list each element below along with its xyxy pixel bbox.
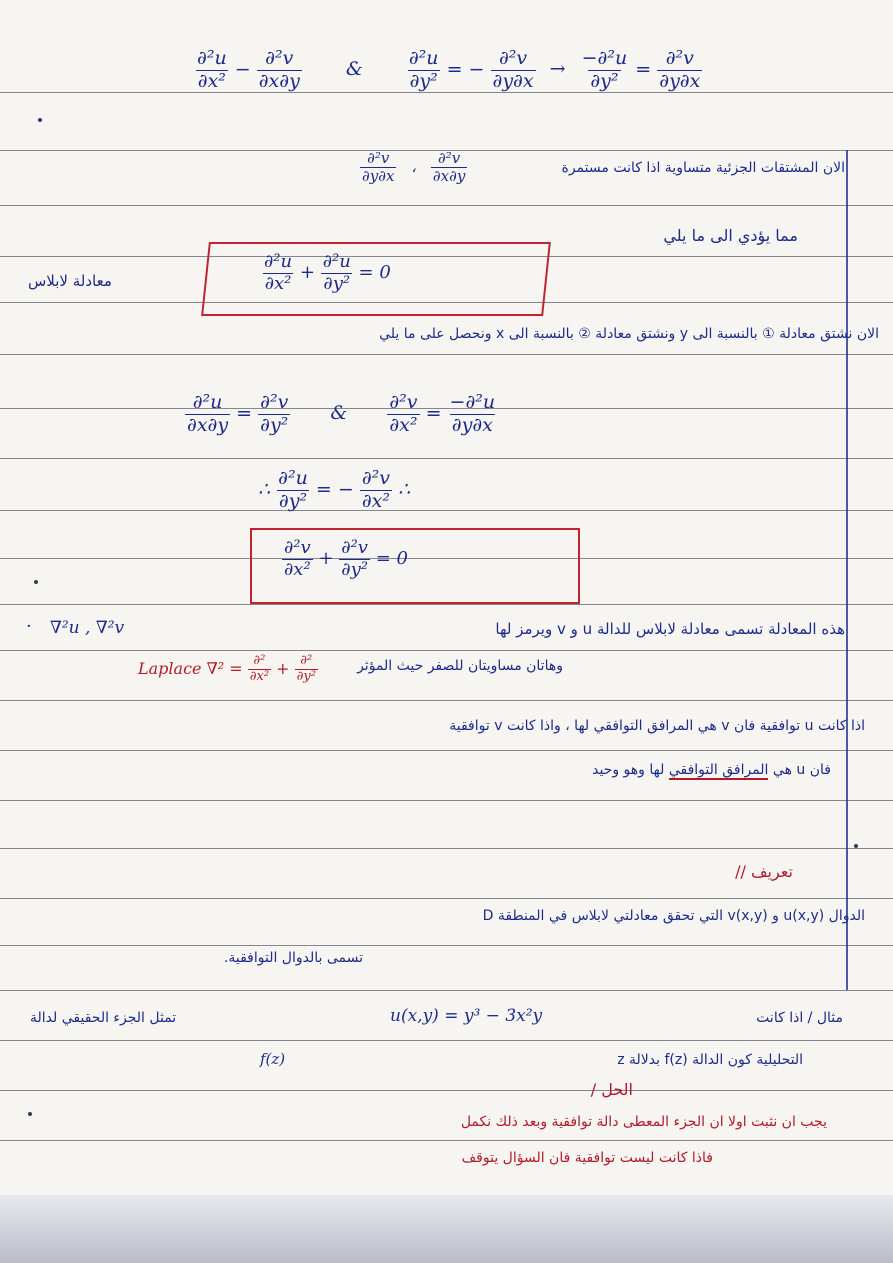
operator: = [236,402,253,425]
numerator: ∂²u [197,47,227,69]
ruled-line [0,990,893,991]
nabla-symbols: ∇²u , ∇²v [50,618,125,638]
text-part: لها وهو وحيد [592,762,665,778]
laplace-label: معادلة لابلاس [28,272,112,290]
numerator: ∂² [300,653,313,668]
denominator: ∂y² [590,69,619,92]
numerator: ∂²v [341,537,368,558]
equation-line-8 [282,538,408,580]
denominator: ∂x∂y [258,69,300,92]
equals-zero: = 0 [375,548,408,570]
text-line-14: الدوال u(x,y) و v(x,y) التي تحقق معادلتي لابلاس في المنطقة D [482,908,865,924]
example-expression: u(x,y) = y³ − 3x²y [390,1006,543,1026]
denominator: ∂y² [323,272,351,294]
operator: + [276,658,290,678]
denominator: ∂x∂y [432,167,466,186]
solution-heading: الحل / [590,1080,633,1099]
numerator: ∂²v [265,47,294,69]
text-line-11: اذا كانت u توافقية فان v هي المرافق التوافقي لها ، واذا كانت v توافقية [449,718,865,734]
numerator: ∂²v [389,391,418,413]
ruled-line [0,1090,893,1091]
dot-mark [34,580,38,584]
denominator: ∂y∂x [659,69,701,92]
denominator: ∂x² [197,69,226,92]
text-line-5: الان نشتق معادلة ① بالنسبة الى y ونشتق معادلة ② بالنسبة الى x ونحصل على ما يلي [379,326,879,342]
text-line-19: يجب ان نثبت اولا ان الجزء المعطى دالة توافقية وبعد ذلك نكمل [460,1114,827,1130]
text-line-16-b: تمثل الجزء الحقيقي لدالة [30,1010,177,1026]
arrow: → [549,58,566,81]
equation-line-7 [258,468,410,513]
bullet: · [26,616,32,637]
equation-line-2 [360,150,467,186]
numerator: ∂²v [284,537,311,558]
ruled-line [0,205,893,206]
dot-mark [854,844,858,848]
ampersand: & [330,402,348,425]
denominator: ∂y² [341,558,368,580]
text-line-2: الان المشتقات الجزئية متساوية اذا كانت مستمرة [561,160,845,176]
text-part: فان u هي [772,762,831,778]
denominator: ∂y² [409,69,438,92]
numerator: ∂²v [260,391,289,413]
page-shadow [0,1195,893,1263]
definition-heading: تعريف // [735,862,793,881]
laplace-operator [138,654,318,685]
operator: − [234,58,251,81]
nabla-operator: ∇² = [206,658,243,678]
text-line-9: هذه المعادلة تسمى معادلة لابلاس للدالة u و v ويرمز لها [495,620,845,638]
numerator: ∂²v [498,47,528,69]
equation-line-4 [262,252,391,294]
therefore-symbol: ∴ [398,478,411,501]
operator: = − [446,58,485,81]
ruled-line [0,354,893,355]
operator: = − [315,478,354,501]
text-line-16-a: مثال / اذا كانت [756,1010,843,1026]
numerator: ∂²u [264,251,293,272]
ruled-line [0,700,893,701]
denominator: ∂y∂x [492,69,534,92]
ruled-line [0,1040,893,1041]
text-line-20: فاذا كانت ليست توافقية فان السؤال يتوقف [461,1150,713,1166]
denominator: ∂y² [296,668,316,684]
operator: = [635,58,652,81]
denominator: ∂y∂x [362,167,395,186]
denominator: ∂x² [264,272,292,294]
numerator: ∂²u [322,251,351,272]
therefore-symbol: ∴ [258,478,271,501]
numerator: ∂²v [665,47,694,69]
numerator: −∂²u [449,391,496,413]
numerator: ∂²v [437,149,461,167]
denominator: ∂x² [249,668,270,684]
dot-mark [38,118,42,122]
underlined-phrase: المرافق التوافقي [668,762,769,778]
ruled-line [0,750,893,751]
denominator: ∂x² [389,413,418,436]
text-line-17: التحليلية كون الدالة f(z) بدلالة z [617,1052,803,1068]
numerator: ∂²v [367,149,390,167]
denominator: ∂x² [284,558,311,580]
ruled-line [0,604,893,605]
ruled-line [0,848,893,849]
text-line-12 [592,762,831,778]
numerator: ∂²u [408,47,439,69]
ruled-line [0,510,893,511]
ruled-line [0,650,893,651]
denominator: ∂y∂x [451,413,493,436]
denominator: ∂y² [260,413,289,436]
operator: + [299,262,315,284]
numerator: ∂²v [361,467,390,489]
text-line-3: مما يؤدي الى ما يلي [663,226,798,245]
comma: ، [411,157,417,176]
numerator: −∂²u [581,47,628,69]
laplace-word: Laplace [138,658,202,678]
denominator: ∂x∂y [187,413,229,436]
ruled-line [0,800,893,801]
operator: + [318,548,334,570]
ruled-line [0,898,893,899]
margin-line [846,150,848,990]
ruled-line [0,458,893,459]
ruled-line [0,945,893,946]
ampersand: & [345,58,363,81]
equation-line-1 [195,48,702,93]
operator: = [425,402,442,425]
ruled-line [0,1140,893,1141]
numerator: ∂²u [278,467,308,489]
denominator: ∂x² [361,489,390,512]
numerator: ∂² [253,653,266,668]
text-line-15: تسمى بالدوال التوافقية. [223,950,363,966]
dot-mark [28,1112,32,1116]
equation-line-6 [185,392,497,437]
fz-label: f(z) [260,1050,286,1068]
equals-zero: = 0 [358,262,391,284]
numerator: ∂²u [192,391,223,413]
denominator: ∂y² [278,489,308,512]
text-line-10: وهاتان مساويتان للصفر حيث المؤثر [357,658,563,674]
